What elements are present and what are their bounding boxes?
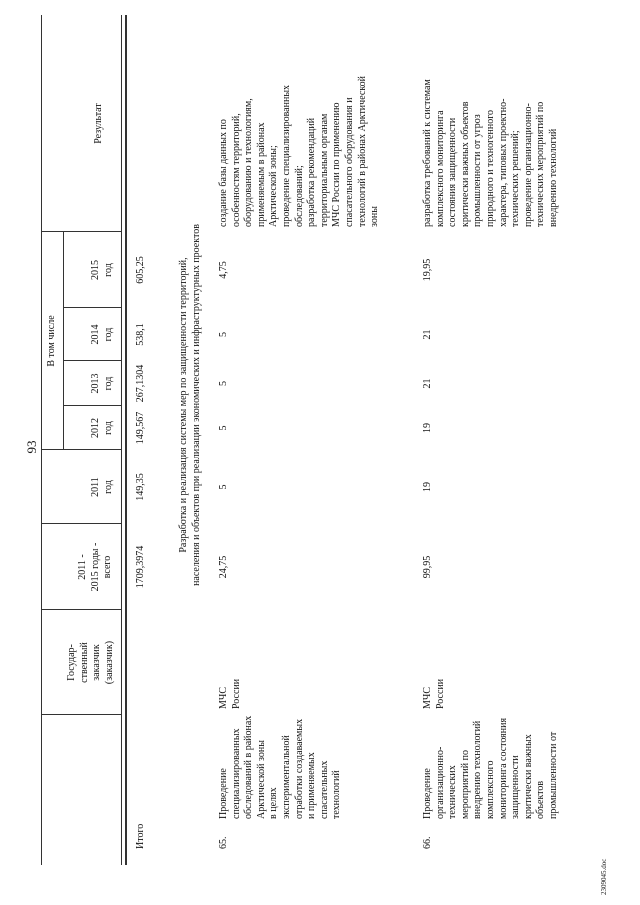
- row-2012: 19: [422, 423, 433, 433]
- header-customer: Государ- ственный заказчик (заказчик): [66, 640, 115, 685]
- totals-2014: 538,1: [135, 323, 146, 346]
- row-2013: 5: [218, 381, 229, 386]
- row-name: Проведение специализированных обследований в районах Арктической зоны в целях экспериментальной отработки создаваемых и применяемых спасательных технологий: [218, 715, 343, 819]
- row-total: 24,75: [218, 555, 229, 579]
- totals-2011: 149,35: [135, 473, 146, 501]
- totals-2015: 605,25: [135, 256, 146, 284]
- totals-label: Итого: [135, 823, 146, 849]
- header-total: 2011 - 2015 годы - всего: [77, 542, 114, 592]
- section-title: Разработка и реализация системы мер по защищенности территорий, населения и объектов при реализации экономических и инфраструктурных проектов: [178, 224, 202, 586]
- row-2014: 21: [422, 329, 433, 340]
- totals-2012: 149,567: [135, 411, 146, 445]
- header-result: Результат: [93, 103, 104, 144]
- page-number: 93: [24, 440, 39, 454]
- header-year-2015: 2015 год: [90, 260, 114, 280]
- header-bottom-border: [121, 15, 122, 865]
- row-2011: 19: [422, 482, 433, 492]
- totals-total: 1709,3974: [135, 545, 146, 589]
- header-group-label: В том числе: [46, 315, 57, 367]
- header-year-2012: 2012 год: [90, 418, 114, 438]
- row-2015: 19,95: [422, 258, 433, 282]
- header-year-2013: 2013 год: [90, 373, 114, 394]
- row-number: 66.: [422, 836, 433, 849]
- row-2011: 5: [218, 484, 229, 490]
- row-total: 99,95: [422, 555, 433, 579]
- header-year-2011: 2011 год: [90, 477, 114, 497]
- totals-2013: 267,1304: [135, 364, 146, 403]
- row-2014: 5: [218, 332, 229, 337]
- totals-top-border: [125, 15, 127, 865]
- row-customer: МЧС России: [422, 678, 446, 709]
- row-2015: 4,75: [218, 261, 229, 279]
- row-name: Проведение организационно- технических мероприятий по внедрению технологий комплексного мониторинга состояния защищенности критически важных объектов промышленности от: [422, 717, 559, 819]
- row-result: создание базы данных по особенностям территорий, оборудованию и технологиям, применяемым в районах Арктической зоны; проведение специализированных обследований; разработка рекомендаций территориальным органам МЧС России по применению спасательного оборудования и технологий в районах Арктической зоны: [218, 75, 381, 227]
- row-number: 65.: [218, 836, 229, 849]
- header-year-2014: 2014 год: [90, 324, 114, 345]
- row-result: разработка требований к системам комплексного мониторинга состояния защищенности критически важных объектов промышленности от угроз природного и техногенного характера, типовых проектно- технических решений; проведение организационно- технических мероприятий по внедрению технологий: [422, 79, 559, 227]
- group-header-divider: [63, 232, 64, 450]
- row-2012: 5: [218, 425, 229, 431]
- row-customer: МЧС России: [218, 678, 242, 709]
- row-2013: 21: [422, 378, 433, 389]
- document-code: 2309045.doc: [600, 858, 608, 895]
- table-top-border: [41, 15, 42, 865]
